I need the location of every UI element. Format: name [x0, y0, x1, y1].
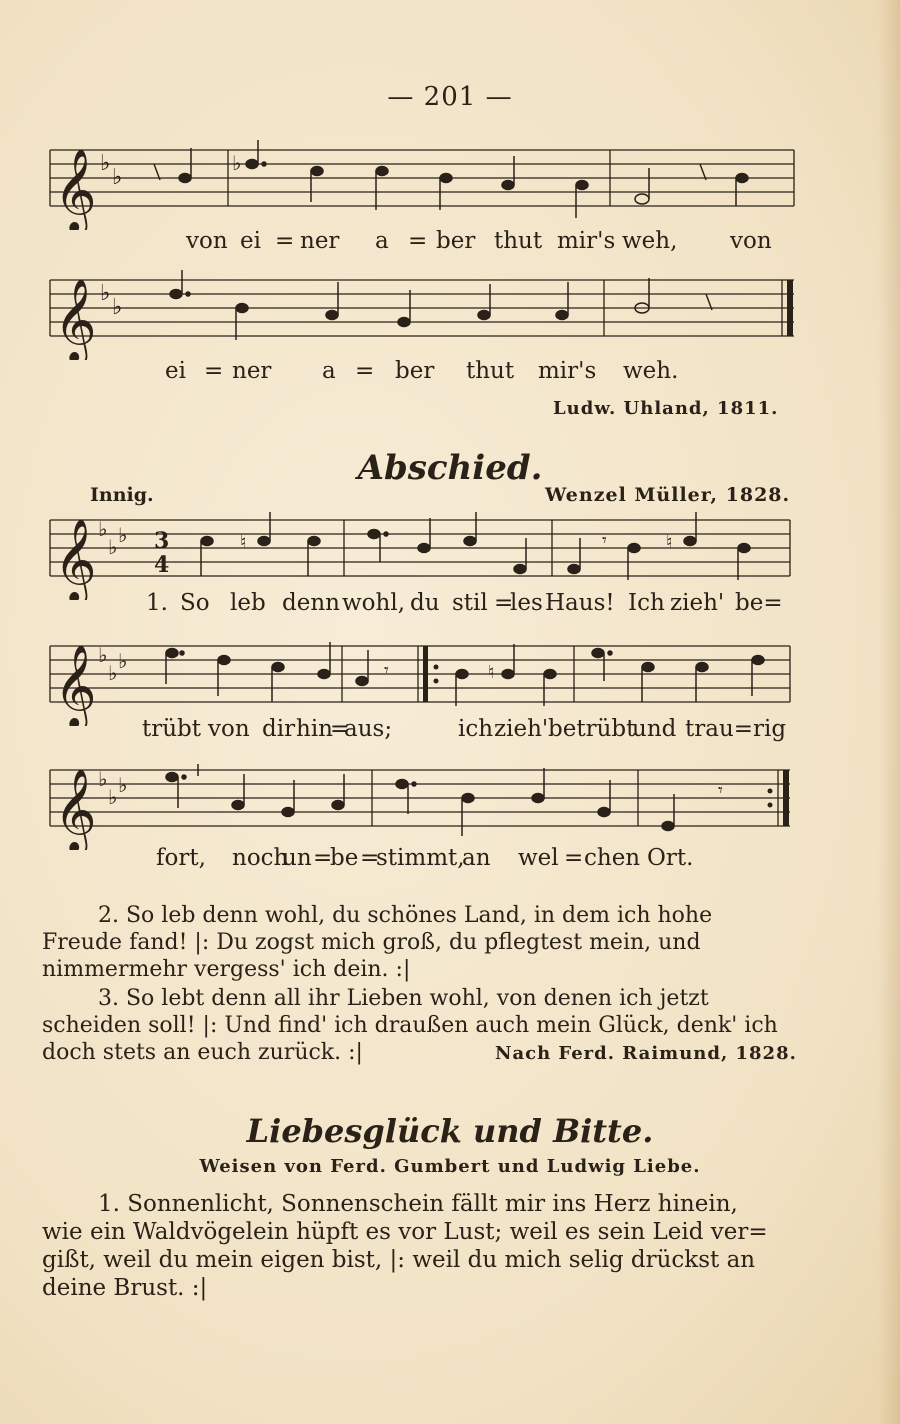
treble-clef-icon: 𝄞	[54, 517, 97, 600]
page-edge-shadow	[878, 0, 900, 1424]
lyric-syllable: So	[180, 590, 210, 616]
flat-icon: ♭	[98, 767, 108, 791]
song3-subtitle: Weisen von Ferd. Gumbert und Ludwig Liebe.	[199, 1156, 701, 1177]
song2-composer: Wenzel Müller, 1828.	[545, 484, 791, 506]
staff-song2-line3	[42, 760, 802, 850]
lyric-syllable: leb	[230, 590, 266, 616]
lyric-syllable: ber	[436, 228, 476, 254]
flat-icon: ♭	[108, 661, 118, 685]
lyric-syllable: von	[730, 228, 772, 254]
lyric-syllable: du	[410, 590, 440, 616]
verse-line: wie ein Waldvögelein hüpft es vor Lust; weil es sein Leid ver=	[42, 1219, 768, 1245]
flat-icon: ♭	[112, 295, 123, 320]
flat-icon: ♭	[118, 523, 128, 547]
lyric-syllable: chen	[584, 845, 641, 871]
lyric-syllable: denn	[282, 590, 340, 616]
svg-text:♭: ♭	[232, 151, 242, 175]
lyric-syllable: ber	[395, 358, 435, 384]
tempo-marking: Innig.	[90, 484, 154, 506]
lyric-syllable: mir's	[538, 358, 597, 384]
flat-icon: ♭	[100, 151, 111, 176]
flat-icon: ♭	[98, 517, 108, 541]
staff-song2-line1	[42, 510, 802, 600]
svg-text:♮: ♮	[240, 532, 247, 553]
verse-line: 1. Sonnenlicht, Sonnenschein fällt mir ins Herz hinein,	[98, 1191, 738, 1217]
verse-line: 3. So lebt denn all ihr Lieben wohl, von denen ich jetzt	[98, 986, 709, 1011]
lyric-syllable: stimmt,	[376, 845, 465, 871]
lyric-syllable: an	[462, 845, 491, 871]
lyric-syllable: aus;	[344, 716, 393, 742]
lyric-syllable: trau=rig	[685, 716, 787, 742]
song1-credit: Ludw. Uhland, 1811.	[553, 398, 779, 419]
lyric-syllable: be=	[735, 590, 783, 616]
lyric-syllable: dir	[262, 716, 296, 742]
flat-icon: ♭	[118, 649, 128, 673]
lyric-syllable: wel	[518, 845, 559, 871]
verse-line: doch stets an euch zurück. :|	[42, 1040, 363, 1065]
lyric-syllable: wohl,	[342, 590, 406, 616]
staff-song2-line2	[42, 636, 802, 726]
lyric-syllable: weh,	[622, 228, 678, 254]
svg-text:♮: ♮	[488, 662, 495, 683]
lyric-syllable: =	[564, 845, 584, 871]
lyric-syllable: Ort.	[647, 845, 694, 871]
lyric-syllable: weh.	[623, 358, 679, 384]
song2-credit: Nach Ferd. Raimund, 1828.	[495, 1043, 797, 1064]
lyric-syllable: stil	[452, 590, 488, 616]
treble-clef-icon: 𝄞	[54, 767, 97, 850]
song2-verse-2	[42, 902, 787, 983]
lyric-syllable: ner	[300, 228, 340, 254]
lyric-syllable: =	[360, 845, 380, 871]
lyric-syllable: hin	[296, 716, 333, 742]
lyric-syllable: a	[322, 358, 336, 384]
lyric-syllable: von	[186, 228, 228, 254]
lyric-syllable: =	[408, 228, 428, 254]
lyric-syllable: ner	[232, 358, 272, 384]
lyric-syllable: fort,	[156, 845, 206, 871]
song3-title: Liebesglück und Bitte.	[246, 1112, 654, 1150]
lyric-syllable: a	[375, 228, 389, 254]
verse-line: nimmermehr vergess' ich dein. :|	[42, 957, 411, 982]
flat-icon: ♭	[108, 785, 118, 809]
svg-text:𝄾: 𝄾	[718, 780, 723, 801]
lyric-syllable: ich	[458, 716, 494, 742]
lyric-syllable: =	[313, 845, 333, 871]
lyric-syllable: Ich	[628, 590, 665, 616]
lyric-syllable: un	[282, 845, 312, 871]
svg-text:♮: ♮	[666, 532, 673, 553]
lyric-syllable: =	[355, 358, 375, 384]
lyric-syllable: zieh'	[670, 590, 725, 616]
lyric-syllable: 1.	[146, 590, 168, 616]
lyric-syllable: =	[330, 716, 350, 742]
lyric-syllable: ei	[165, 358, 186, 384]
page-number: — 201 —	[387, 82, 513, 112]
lyric-syllable: zieh'	[494, 716, 549, 742]
verse-line: 2. So leb denn wohl, du schönes Land, in dem ich hohe	[98, 903, 713, 928]
lyric-syllable: betrübt	[548, 716, 636, 742]
flat-icon: ♭	[98, 643, 108, 667]
staff-song1-line2	[42, 270, 802, 360]
flat-icon: ♭	[112, 165, 123, 190]
song2-title: Abschied.	[357, 448, 543, 488]
treble-clef-icon: 𝄞	[54, 643, 97, 726]
time-signature: 4	[154, 552, 170, 578]
staff-song1-line1	[42, 140, 802, 230]
lyric-syllable: be	[330, 845, 359, 871]
svg-text:𝄾: 𝄾	[602, 530, 607, 551]
svg-text:𝄾: 𝄾	[384, 660, 389, 681]
lyric-syllable: mir's	[557, 228, 616, 254]
verse-line: Freude fand! |: Du zogst mich groß, du pflegtest mein, und	[42, 930, 701, 955]
lyric-syllable: noch	[232, 845, 289, 871]
verse-line: deine Brust. :|	[42, 1275, 208, 1301]
flat-icon: ♭	[108, 535, 118, 559]
lyric-syllable: und	[632, 716, 677, 742]
lyric-syllable: thut	[466, 358, 515, 384]
lyric-syllable: =	[275, 228, 295, 254]
verse-line: scheiden soll! |: Und find' ich draußen auch mein Glück, denk' ich	[42, 1013, 778, 1038]
treble-clef-icon: 𝄞	[54, 147, 97, 230]
verse-line: gißt, weil du mein eigen bist, |: weil du mich selig drückst an	[42, 1247, 756, 1273]
lyric-syllable: trübt	[142, 716, 202, 742]
lyric-syllable: Haus!	[545, 590, 615, 616]
lyric-syllable: =	[204, 358, 224, 384]
lyric-syllable: thut	[494, 228, 543, 254]
time-signature: 3	[154, 528, 170, 554]
treble-clef-icon: 𝄞	[54, 277, 97, 360]
flat-icon: ♭	[100, 281, 111, 306]
lyric-syllable: les	[510, 590, 543, 616]
flat-icon: ♭	[118, 773, 128, 797]
song3-verse-1	[42, 1190, 787, 1302]
lyric-syllable: ei	[240, 228, 261, 254]
lyric-syllable: von	[208, 716, 250, 742]
lyric-syllable: =	[494, 590, 514, 616]
